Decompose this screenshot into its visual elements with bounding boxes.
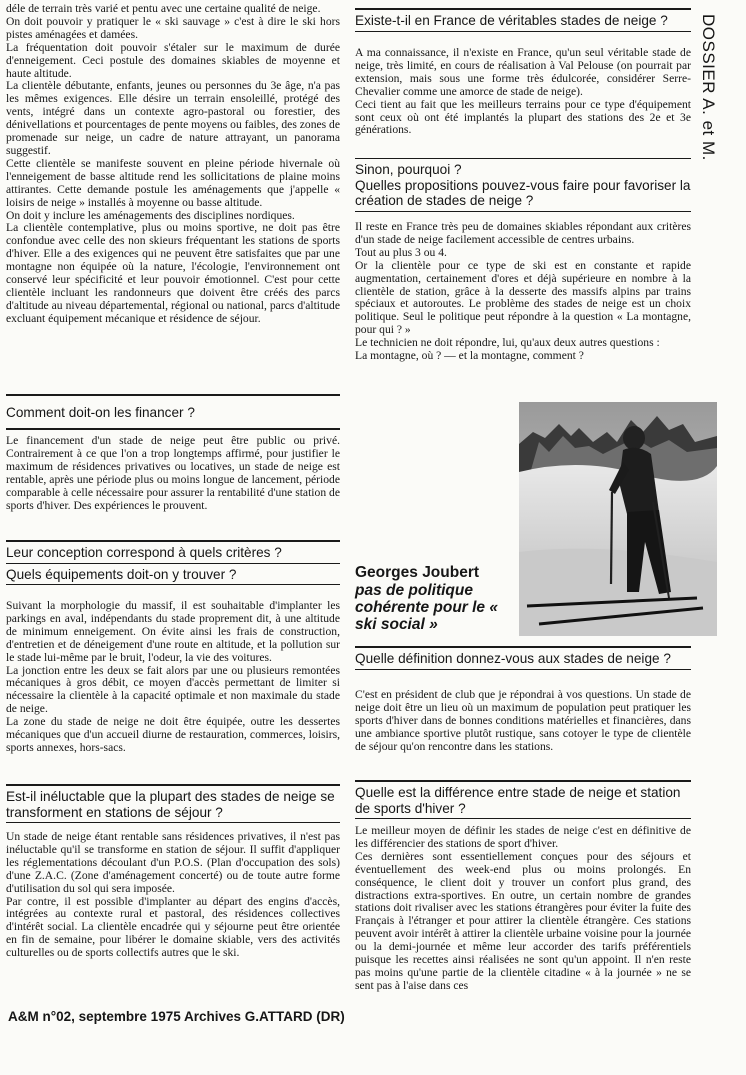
paragraph: A ma connaissance, il n'existe en France, qu'un seul véritable stade de neige, très limité, en cours de réalisation à Val Pelouse (on pourrait par extension, mais sous une forme très édulcorée, considérer Serre-Chevalier comme une amorce de stade de neige). <box>355 46 691 98</box>
feature-pull-quote <box>355 564 515 633</box>
answer-difference <box>355 825 691 993</box>
skier-photo <box>519 402 717 636</box>
answer-criteria <box>6 600 340 755</box>
question-proposals <box>355 158 691 212</box>
answer-transform <box>6 831 340 960</box>
question-exists <box>355 8 691 32</box>
answer-proposals <box>355 221 691 363</box>
paragraph: Ceci tient au fait que les meilleurs terrains pour ce type d'équipement sont ceux où ont été implantés la plupart des stations des 2e et 3e générations. <box>355 97 691 137</box>
question-text: Est-il inéluctable que la plupart des stades de neige se transforment en stations de séjour ? <box>6 789 340 823</box>
paragraph: La jonction entre les deux se fait alors par une ou plusieurs remontées mécaniques à gros débit, ce moyen d'accès permettant de limiter si nécessaire la clientèle à la capacité optimale et non maximale du stade de neige. <box>6 663 340 716</box>
paragraph: Il reste en France très peu de domaines skiables répondant aux critères d'un stade de neige facilement accessible de centres urbains. <box>355 220 691 246</box>
paragraph: On doit pouvoir y pratiquer le « ski sauvage » c'est à dire le ski hors pistes aménagées et damées. <box>6 14 340 41</box>
paragraph: Tout au plus 3 ou 4. <box>355 245 447 259</box>
section-divider <box>6 394 340 396</box>
question-text: Quelles propositions pouvez-vous faire pour favoriser la création de stades de neige ? <box>355 178 691 212</box>
paragraph: La fréquentation doit pouvoir s'étaler sur le maximum de durée d'enneigement. Ceci postule des domaines skiables de moyenne et haute altitude. <box>6 40 340 80</box>
dossier-label: DOSSIER A. et M. <box>699 14 718 161</box>
question-text: Comment doit-on les financer ? <box>6 405 195 420</box>
paragraph: Ces dernières sont essentiellement conçues pour des séjours et éventuellement des week-end plus ou moins prolongés. En conséquence, le client doit y trouver un confort plus grand, des distractions extra-sportives. En outre, un certain nombre de grandes stations doit rivaliser avec les stations étrangères pour éviter la fuite des Français à l'étranger et pour attirer la clientèle étrangère. Ces stations peuvent avoir intérêt à attirer la clientèle urbaine voisine pour la journée ou la demi-journée et même leur accorder des tarifs préférentiels puisque les recettes ainsi réalisées ne sont qu'un appoint. Il n'en reste pas moins qu'une partie de la clientèle citadine « à la journée » ne se sent pas à l'aise dans ces <box>355 849 691 992</box>
question-text: Quelle définition donnez-vous aux stades de neige ? <box>355 651 691 670</box>
answer-definition <box>355 689 691 754</box>
paragraph: La clientèle débutante, enfants, jeunes ou personnes du 3e âge, n'a pas les mêmes exigences. Elle désire un terrain ensoleillé, protégé des vents, intégré dans un contexte agro-pastoral ou forestier, des dénivellations et pourcentages de pente moyens ou faibles, des zones de promenade sur neige, un cadre de nature attrayant, un panorama suggestif. <box>6 79 340 157</box>
feature-tagline: pas de politique cohérente pour le « ski social » <box>355 582 498 633</box>
paragraph: Le meilleur moyen de définir les stades de neige c'est en définitive de les différencier des stations de sport d'hiver. <box>355 824 691 850</box>
question-text: Existe-t-il en France de véritables stades de neige ? <box>355 13 691 32</box>
paragraph: La clientèle contemplative, plus ou moins sportive, ne doit pas être confondue avec celle des non skieurs fréquentant les stations de sports d'hiver. Elle a des exigences qui ne peuvent être satisfaites que par une montagne non équipée où la nature, l'écologie, l'environnement ont conservé leur spécificité et leur pouvoir émotionnel. C'est pour cette clientèle incluant les randonneurs que doivent être créés des parcs d'altitude au niveau départemental, régional ou national, parcs d'altitude excluant équipement mécanique et résidence de séjour. <box>6 221 340 325</box>
question-financing <box>6 402 340 423</box>
paragraph: Le financement d'un stade de neige peut être public ou privé. Contrairement à ce que l'on a trop longtemps affirmé, pour justifier le maximum de résidences privatives ou locatives, un stade de neige est rentable, après une période plus ou moins longue de lancement, période comparable à celle nécessaire pour assurer la rentabilité d'une station de sports d'hiver. Des expériences le prouvent. <box>6 434 340 512</box>
question-difference <box>355 780 691 819</box>
paragraph: La montagne, où ? — et la montagne, comment ? <box>355 349 584 363</box>
paragraph: Par contre, il est possible d'implanter au départ des engins d'accès, intégrées au contexte rural et pastoral, des résidences collectives d'intérêt social. La clientèle encadrée qui y séjourne peut être orientée en fin de semaine, pour libérer le domaine skiable, vers des activités culturelles ou de sports collectifs autres que le ski. <box>6 894 340 960</box>
paragraph: C'est en président de club que je répondrai à vos questions. Un stade de neige doit être un lieu où un maximum de population peut pratiquer les sports d'hiver dans de bonnes conditions matérielles et financières, dans une ambiance sportive plutôt rustique, sans cotoyer le type de clientèle de séjour qu'on rencontre dans les stations. <box>355 688 691 753</box>
answer-exists <box>355 47 691 137</box>
dossier-side-tab <box>693 14 743 194</box>
archive-footer: A&M n°02, septembre 1975 Archives G.ATTARD (DR) <box>8 1009 345 1024</box>
paragraph: déle de terrain très varié et pentu avec une certaine qualité de neige. <box>6 2 321 15</box>
question-text: Leur conception correspond à quels critères ? <box>6 545 340 564</box>
paragraph: Cette clientèle se manifeste souvent en pleine période hivernale où l'enneigement de basse altitude rend les sollicitations de plaine moins attirantes. Cette demande postule les aménagements que j'appelle « loisirs de neige » installés à moyenne ou basse altitude. <box>6 156 340 209</box>
question-definition <box>355 646 691 670</box>
answer-financing <box>6 435 340 512</box>
intro-section <box>6 3 340 326</box>
paragraph: La zone du stade de neige ne doit être équipée, outre les dessertes mécaniques que d'un accueil diurne de restauration, commerces, loisirs, sports annexes, hors-sacs. <box>6 715 340 754</box>
question-criteria <box>6 540 340 585</box>
paragraph: Le technicien ne doit répondre, lui, qu'aux deux autres questions : <box>355 336 660 350</box>
question-text: Quels équipements doit-on y trouver ? <box>6 564 340 586</box>
question-text: Quelle est la différence entre stade de neige et station de sports d'hiver ? <box>355 785 691 819</box>
skier-head <box>623 426 645 450</box>
question-transform <box>6 784 340 823</box>
question-text: Sinon, pourquoi ? <box>355 162 462 177</box>
feature-name: Georges Joubert <box>355 564 480 581</box>
paragraph: On doit y inclure les aménagements des disciplines nordiques. <box>6 208 295 222</box>
ski-pole <box>611 492 612 584</box>
section-divider <box>6 428 340 430</box>
paragraph: Suivant la morphologie du massif, il est souhaitable d'implanter les parkings en aval, indépendants du stade proprement dit, à une altitude de minimum enneigement. On évite ainsi les frais de construction, d'entretien et de déneigement d'une route en altitude, et la pollution sur le stade lui-même par le bruit, l'odeur, la vie des voitures. <box>6 599 340 664</box>
paragraph: Or la clientèle pour ce type de ski est en constante et rapide augmentation, certainement d'ores et déjà supérieure en nombre à la clientèle de station, grâce à la desserte des massifs alpins par trains spéciaux et autoroutes. Le problème des stades de neige est un choix politique. Seul le politique peut répondre à la question « La montagne, pour qui ? » <box>355 258 691 337</box>
paragraph: Un stade de neige étant rentable sans résidences privatives, il n'est pas inéluctable qu'il se transforme en station de séjour. Il suffit d'appliquer les réglementations découlant d'un P.O.S. (Plan d'occupation des sols) d'une Z.A.C. (Zone d'aménagement concerté) ou de toute autre forme d'utilisation du sol qui sera imposée. <box>6 830 340 895</box>
